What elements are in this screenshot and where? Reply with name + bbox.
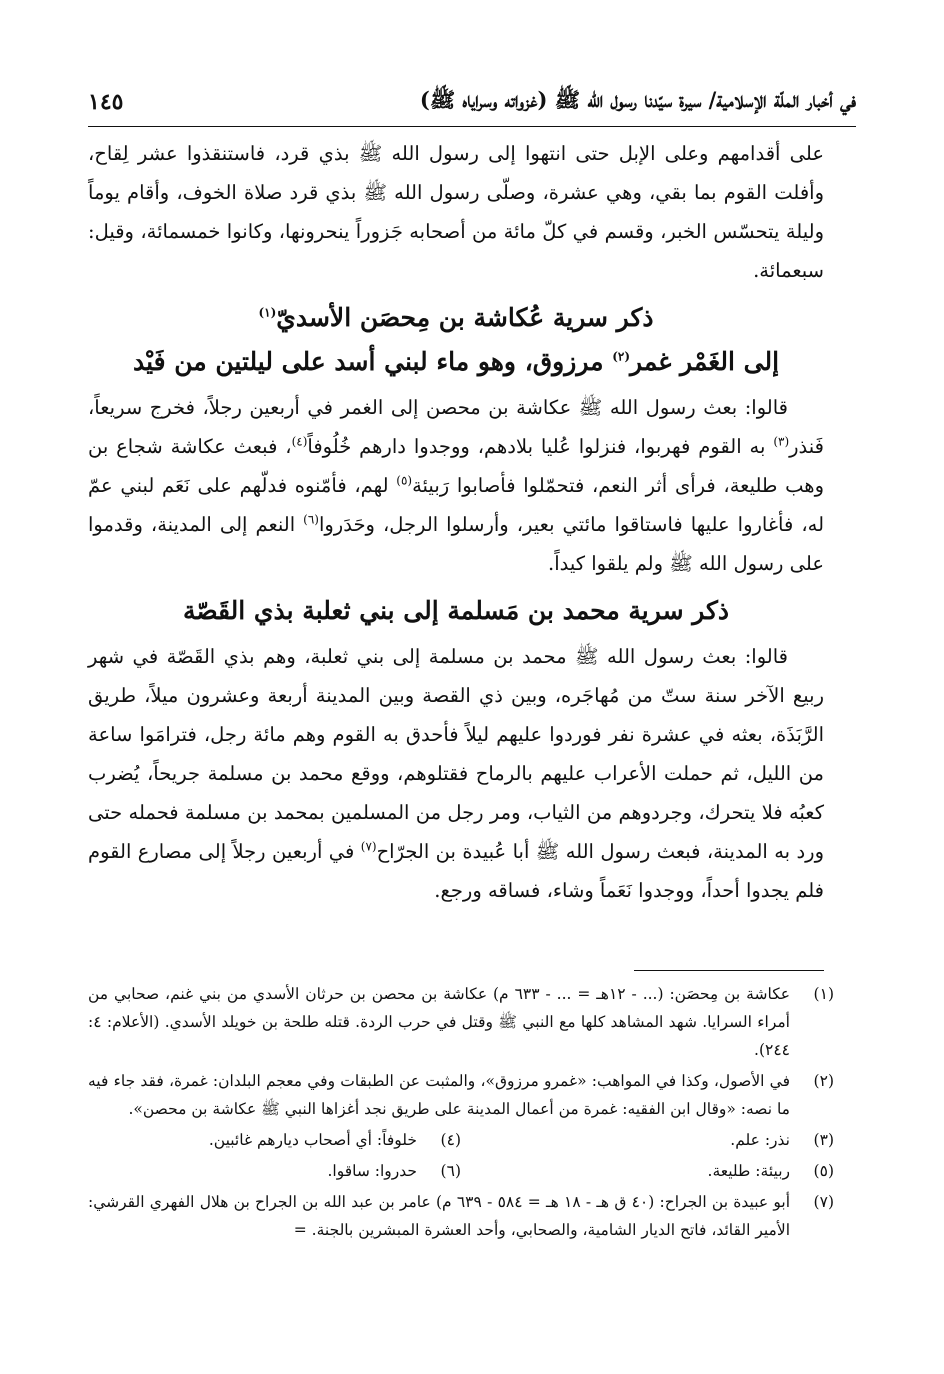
footnote-ref-5: (٥) <box>396 473 413 488</box>
footnote-rule <box>634 970 824 971</box>
footnote-6: (٦) حدروا: ساقوا. <box>327 1162 461 1180</box>
footnote-1: (١) عكاشة بن مِحصَن: (... - ١٢هـ = ... - ٦٣٣ م) عكاشة بن محصن بن حرثان الأسدي من بني غنم، صحابي من أمراء السرايا. شهد المشاهد كلها مع النبي ﷺ وقتل في حرب الردة. قتله طلحة بن خويلد الأسدي. (الأعلام: ٤: ٢٤٤). <box>88 985 834 1059</box>
footnote-row-5-6 <box>88 1157 834 1185</box>
footnote-ref-3: (٣) <box>773 434 790 449</box>
running-title: في أخبار الملّة الإسلامية/ سيرة سيّدنا رسول الله ﷺ (غزواته وسراياه ﷺ) <box>419 86 856 112</box>
footnote-5: (٥) ربيئة: طليعة. <box>707 1162 834 1180</box>
footnote-2: (٢) في الأصول، وكذا في المواهب: «غمرو مرزوق»، والمثبت عن الطبقات وفي معجم البلدان: غمرة، فقد جاء فيه ما نصه: «وقال ابن الفقيه: غمرة من أعمال المدينة على طريق نجد أغزاها النبي ﷺ عكاشة بن محصن». <box>88 1072 834 1118</box>
footnote-ref-4: (٤) <box>291 434 308 449</box>
footnote-ref-6: (٦) <box>303 512 319 527</box>
paragraph-okasha: قالوا: بعث رسول الله ﷺ عكاشة بن محصن إلى الغمر في أربعين رجلاً، فخرج سريعاً، فَنذر$^{(٣)}$ به القوم فهربوا، فنزلوا عُليا بلادهم، ووجدوا دارهم خُلُوفاً$^{(٤)}$، فبعث عكاشة شجاع بن وهب طليعة، فرأى أثر النعم، فتحمّلوا فأصابوا رَبيئة$^{(٥)}$ لهم، فأمّنوه فدلّهم على نَعَم لبني عمّ له، فأغاروا عليها فاستاقوا مائتي بعير، وأرسلوا الرجل، وحَدَروا$^{(٦)}$ النعم إلى المدينة، وقدموا على رسول الله ﷺ ولم يلقوا كيداً. <box>88 396 825 575</box>
footnote-ref-1: (١) <box>258 305 277 320</box>
footnote-3: (٣) نذر: علم. <box>730 1131 834 1149</box>
footnote-7: (٧) أبو عبيدة بن الجراح: (٤٠ ق هـ - ١٨ هـ = ٥٨٤ - ٦٣٩ م) عامر بن عبد الله بن الجراح بن هلال الفهري القرشي: الأمير القائد، فاتح الديار الشامية، والصحابي، وأحد العشرة المبشرين بالجنة. = <box>88 1193 834 1239</box>
footnote-ref-7: (٧) <box>360 839 377 854</box>
footnote-4: (٤) خلوفاً: أي أصحاب ديارهم غائبين. <box>208 1131 461 1149</box>
paragraph-continued: على أقدامهم وعلى الإبل حتى انتهوا إلى رسول الله ﷺ بذي قرد، فاستنقذوا عشر لِقاح، وأفلت القوم بما بقي، وهي عشرة، وصلّى رسول الله ﷺ بذي قرد صلاة الخوف، وأقام يوماً وليلة يتحسّس الخبر، وقسم في كلّ مائة من أصحابه جَزوراً ينحرونها، وكانوا خمسمائة، وقيل: سبعمائة. <box>88 142 824 282</box>
footnote-row-3-4 <box>88 1126 834 1154</box>
footnotes <box>88 980 834 1247</box>
section-heading-maslama: ذكر سرية محمد بن مَسلمة إلى بني ثعلبة بذي القَصّة <box>182 596 730 625</box>
page-number: ١٤٥ <box>88 89 124 115</box>
section-heading-line-1: ذكر سرية عُكاشة بن مِحصَن الأسديّ$^{(١)}$ <box>258 303 654 332</box>
footnote-ref-2: (٢) <box>612 349 631 364</box>
header-rule <box>88 126 856 127</box>
paragraph-maslama: قالوا: بعث رسول الله ﷺ محمد بن مسلمة إلى بني ثعلبة، وهم بذي القَصّة في شهر ربيع الآخر سنة ستّ من مُهاجَره، وبين ذي القصة وبين المدينة أربعة وعشرون ميلاً، طريق الرَّبَذَة، بعثه في عشرة نفر فوردوا عليهم ليلاً فأحدق به القوم وهم مائة رجل، فترامَوا ساعة من الليل، ثم حملت الأعراب عليهم بالرماح فقتلوهم، ووقع محمد بن مسلمة جريحاً، يُضرب كعبُه فلا يتحرك، وجردوهم من الثياب، ومر رجل من المسلمين بمحمد بن مسلمة فحمله حتى ورد به المدينة، فبعث رسول الله ﷺ أبا عُبيدة بن الجرّاح$^{(٧)}$ في أربعين رجلاً إلى مصارع القوم فلم يجدوا أحداً، ووجدوا نَعَماً وشاء، فساقه ورجع. <box>88 645 824 902</box>
main-text <box>88 134 824 910</box>
section-heading-okasha <box>88 296 824 384</box>
running-header <box>88 82 856 122</box>
section-heading-line-2: إلى الغَمْر غمر$^{(٢)}$ مرزوق، وهو ماء لبني أسد على ليلتين من فَيْد <box>132 347 780 376</box>
